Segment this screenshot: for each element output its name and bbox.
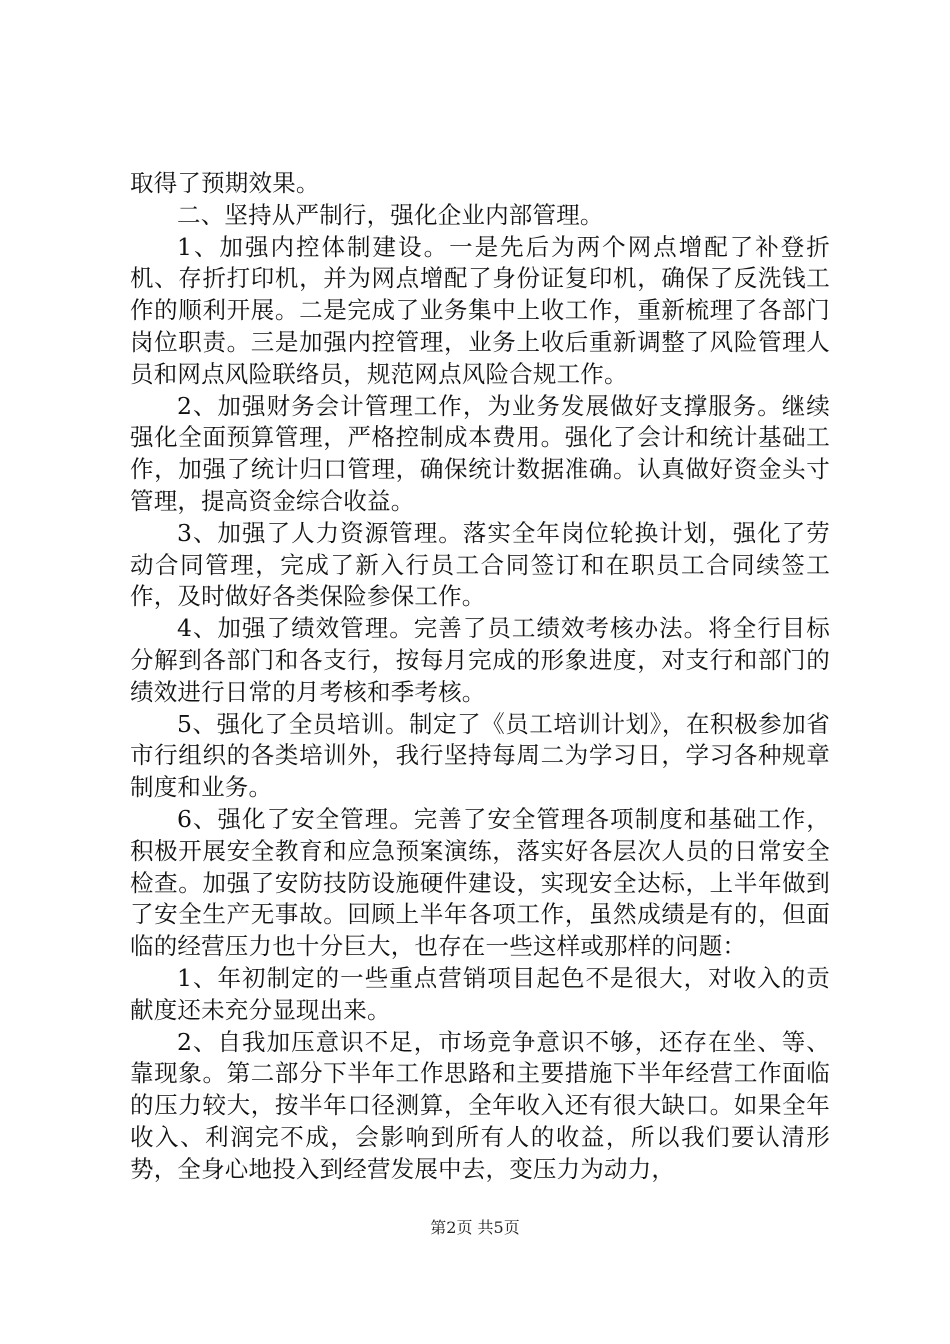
paragraph-9: 1、年初制定的一些重点营销项目起色不是很大，对收入的贡献度还未充分显现出来。 (130, 963, 830, 1024)
paragraph-5: 3、加强了人力资源管理。落实全年岗位轮换计划，强化了劳动合同管理，完成了新入行员工合同签订和在职员工合同续签工作，及时做好各类保险参保工作。 (130, 518, 830, 611)
paragraph-7: 5、强化了全员培训。制定了《员工培训计划》，在积极参加省市行组织的各类培训外，我行坚持每周二为学习日，学习各种规章制度和业务。 (130, 709, 830, 802)
document-body (130, 168, 830, 1186)
paragraph-8: 6、强化了安全管理。完善了安全管理各项制度和基础工作，积极开展安全教育和应急预案演练，落实好各层次人员的日常安全检查。加强了安防技防设施硬件建设，实现安全达标，上半年做到了安全生产无事故。回顾上半年各项工作，虽然成绩是有的，但面临的经营压力也十分巨大，也存在一些这样或那样的问题： (130, 804, 830, 961)
paragraph-6: 4、加强了绩效管理。完善了员工绩效考核办法。将全行目标分解到各部门和各支行，按每月完成的形象进度，对支行和部门的绩效进行日常的月考核和季考核。 (130, 614, 830, 706)
paragraph-1: 取得了预期效果。 (130, 169, 320, 197)
paragraph-4: 2、加强财务会计管理工作，为业务发展做好支撑服务。继续强化全面预算管理，严格控制成本费用。强化了会计和统计基础工作，加强了统计归口管理，确保统计数据准确。认真做好资金头寸管理，提高资金综合收益。 (130, 391, 830, 515)
paragraph-10: 2、自我加压意识不足，市场竞争意识不够，还存在坐、等、靠现象。第二部分下半年工作思路和主要措施下半年经营工作面临的压力较大，按半年口径测算，全年收入还有很大缺口。如果全年收入、利润完不成，会影响到所有人的收益，所以我们要认清形势，全身心地投入到经营发展中去，变压力为动力， (130, 1027, 830, 1183)
paragraph-3: 1、加强内控体制建设。一是先后为两个网点增配了补登折机、存折打印机，并为网点增配了身份证复印机，确保了反洗钱工作的顺利开展。二是完成了业务集中上收工作，重新梳理了各部门岗位职责。三是加强内控管理，业务上收后重新调整了风险管理人员和网点风险联络员，规范网点风险合规工作。 (130, 232, 830, 388)
paragraph-2: 二、坚持从严制行，强化企业内部管理。 (177, 200, 604, 229)
page-footer: 第2页 共5页 (430, 1218, 520, 1237)
